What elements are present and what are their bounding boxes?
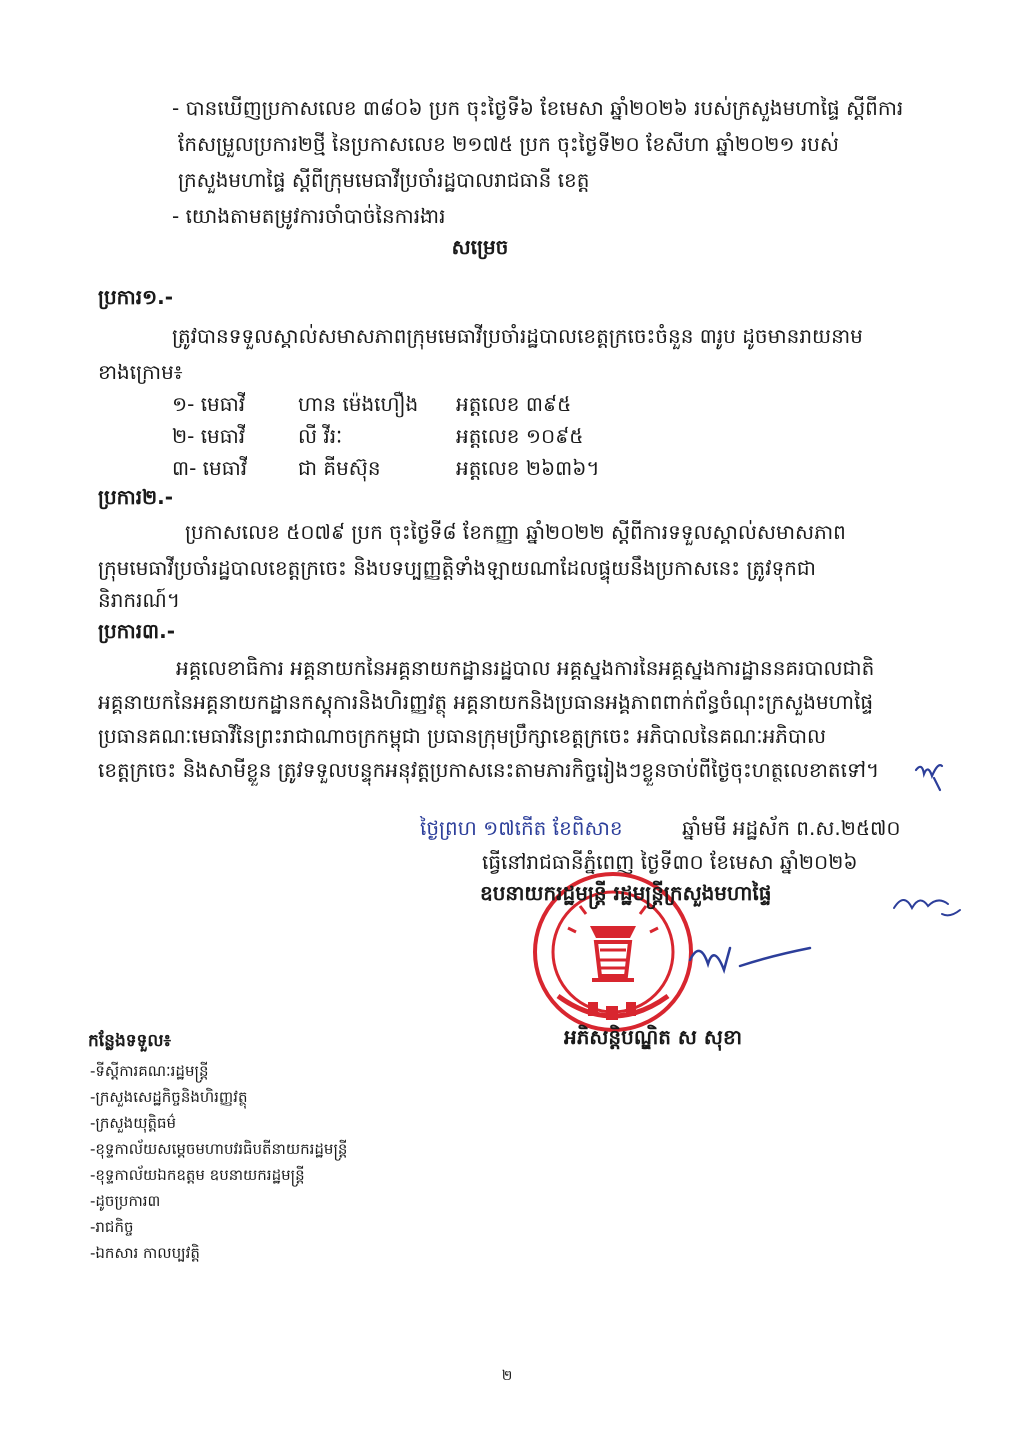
article-3-text: អគ្គលេខាធិការ អគ្គនាយកនៃអគ្គនាយកដ្ឋានរដ្ឋបាល អគ្គស្នងការនៃអគ្គស្នងការដ្ឋាននគរបាលជាតិ xyxy=(176,656,875,680)
initial-mark-icon xyxy=(910,756,950,796)
member-number: ១- មេធាវី xyxy=(172,392,246,416)
recipient-item: -រាជកិច្ច xyxy=(90,1218,134,1236)
recipient-item: -ក្រសួងយុត្តិធម៌ xyxy=(90,1114,177,1132)
article-2-text: និរាករណ៍។ xyxy=(98,588,181,612)
preamble-line: - យោងតាមតម្រូវការចាំបាច់នៃការងារ xyxy=(172,204,446,228)
member-name: ជា គីមស៊ុន xyxy=(298,456,381,480)
article-1-text: ខាងក្រោម៖ xyxy=(98,360,183,384)
member-number: ៣- មេធាវី xyxy=(172,456,248,480)
recipients-heading: កន្លែងទទួល៖ xyxy=(88,1031,172,1051)
member-id: អត្តលេខ ២៦៣៦។ xyxy=(456,456,600,480)
member-id: អត្តលេខ ១០៩៥ xyxy=(456,424,584,448)
dateline-lunar: ថ្ងៃព្រហ ១៧កើត ខែពិសាខ xyxy=(420,816,623,840)
member-row xyxy=(0,420,1014,452)
decision-heading: សម្រេច xyxy=(451,235,509,259)
recipient-item: -ទីស្តីការគណៈរដ្ឋមន្ត្រី xyxy=(90,1062,209,1080)
preamble-line: ក្រសួងមហាផ្ទៃ ស្តីពីក្រុមមេធាវីប្រចាំរដ្ឋបាលរាជធានី ខេត្ត xyxy=(178,168,590,192)
recipients-list xyxy=(90,1058,347,1266)
member-row xyxy=(0,388,1014,420)
recipient-item: -ខុទ្ទកាល័យសម្តេចមហាបវរធិបតីនាយករដ្ឋមន្ត្រី xyxy=(90,1140,348,1158)
page-number: ២ xyxy=(501,1368,513,1384)
member-name: ហាន ម៉េងហឿង xyxy=(298,392,419,416)
member-id: អត្តលេខ ៣៩៥ xyxy=(456,392,572,416)
recipient-item: -ដូចប្រការ៣ xyxy=(90,1192,161,1210)
dateline-place: ធ្វើនៅរាជធានីភ្នំពេញ ថ្ងៃទី៣០ ខែមេសា ឆ្នាំ២០២៦ xyxy=(482,850,858,874)
article-3-text: ខេត្តក្រចេះ និងសាមីខ្លួន ត្រូវទទួលបន្ទុកអនុវត្តប្រកាសនេះតាមភារកិច្ចរៀងៗខ្លួនចាប់ពីថ្ងៃចុះហត្ថលេខាតទៅ។ xyxy=(98,758,880,782)
handwritten-signature-icon xyxy=(680,930,820,990)
recipient-item: -ខុទ្ទកាល័យឯកឧត្តម ឧបនាយករដ្ឋមន្ត្រី xyxy=(90,1166,305,1184)
article-1-title: ប្រការ១.- xyxy=(98,285,174,309)
member-name: លី វីរៈ xyxy=(298,424,343,448)
article-2-text: ប្រកាសលេខ ៥០៧៩ ប្រក ចុះថ្ងៃទី៨ ខែកញ្ញា ឆ្នាំ២០២២ ស្តីពីការទទួលស្គាល់សមាសភាព xyxy=(185,520,846,544)
article-3-title: ប្រការ៣.- xyxy=(98,619,176,643)
preamble-line: - បានឃើញប្រកាសលេខ ៣៨០៦ ប្រក ចុះថ្ងៃទី៦ ខែមេសា ឆ្នាំ២០២៦ របស់ក្រសួងមហាផ្ទៃ ស្តីពីការ xyxy=(172,96,904,120)
member-number: ២- មេធាវី xyxy=(172,424,246,448)
article-3-text: ប្រធានគណៈមេធាវីនៃព្រះរាជាណាចក្រកម្ពុជា ប្រធានក្រុមប្រឹក្សាខេត្តក្រចេះ អភិបាលនៃគណៈអភិបាល xyxy=(98,724,827,748)
signatory-name: អភិសន្តិបណ្ឌិត ស សុខា xyxy=(564,1025,742,1049)
preamble-line: កែសម្រួលប្រការ២ថ្មី នៃប្រកាសលេខ ២១៧៥ ប្រក ចុះថ្ងៃទី២០ ខែសីហា ឆ្នាំ២០២១ របស់ xyxy=(178,132,839,156)
member-row xyxy=(0,452,1014,484)
article-1-text: ត្រូវបានទទួលស្គាល់សមាសភាពក្រុមមេធាវីប្រចាំរដ្ឋបាលខេត្តក្រចេះចំនួន ៣រូប ដូចមានរាយនាម xyxy=(172,324,863,348)
article-2-text: ក្រុមមេធាវីប្រចាំរដ្ឋបាលខេត្តក្រចេះ និងបទប្បញ្ញត្តិទាំងឡាយណាដែលផ្ទុយនឹងប្រកាសនេះ ត្រូវទុកជា xyxy=(98,556,816,580)
signatory-title: ឧបនាយករដ្ឋមន្ត្រី រដ្ឋមន្ត្រីក្រសួងមហាផ្ទៃ xyxy=(480,881,772,905)
recipient-item: -ក្រសួងសេដ្ឋកិច្ចនិងហិរញ្ញវត្ថុ xyxy=(90,1088,248,1106)
article-3-text: អគ្គនាយកនៃអគ្គនាយកដ្ឋានកស្តុការនិងហិរញ្ញវត្ថុ អគ្គនាយកនិងប្រធានអង្គភាពពាក់ព័ន្ធចំណុះក្រសួងមហាផ្ទៃ xyxy=(98,690,874,714)
recipient-item: -ឯកសារ កាលប្បវត្តិ xyxy=(90,1244,200,1262)
dateline-year: ឆ្នាំមមី អដ្ឋស័ក ព.ស.២៥៧០ xyxy=(682,816,901,840)
handwritten-initial-icon xyxy=(890,884,970,924)
article-2-title: ប្រការ២.- xyxy=(98,485,174,509)
